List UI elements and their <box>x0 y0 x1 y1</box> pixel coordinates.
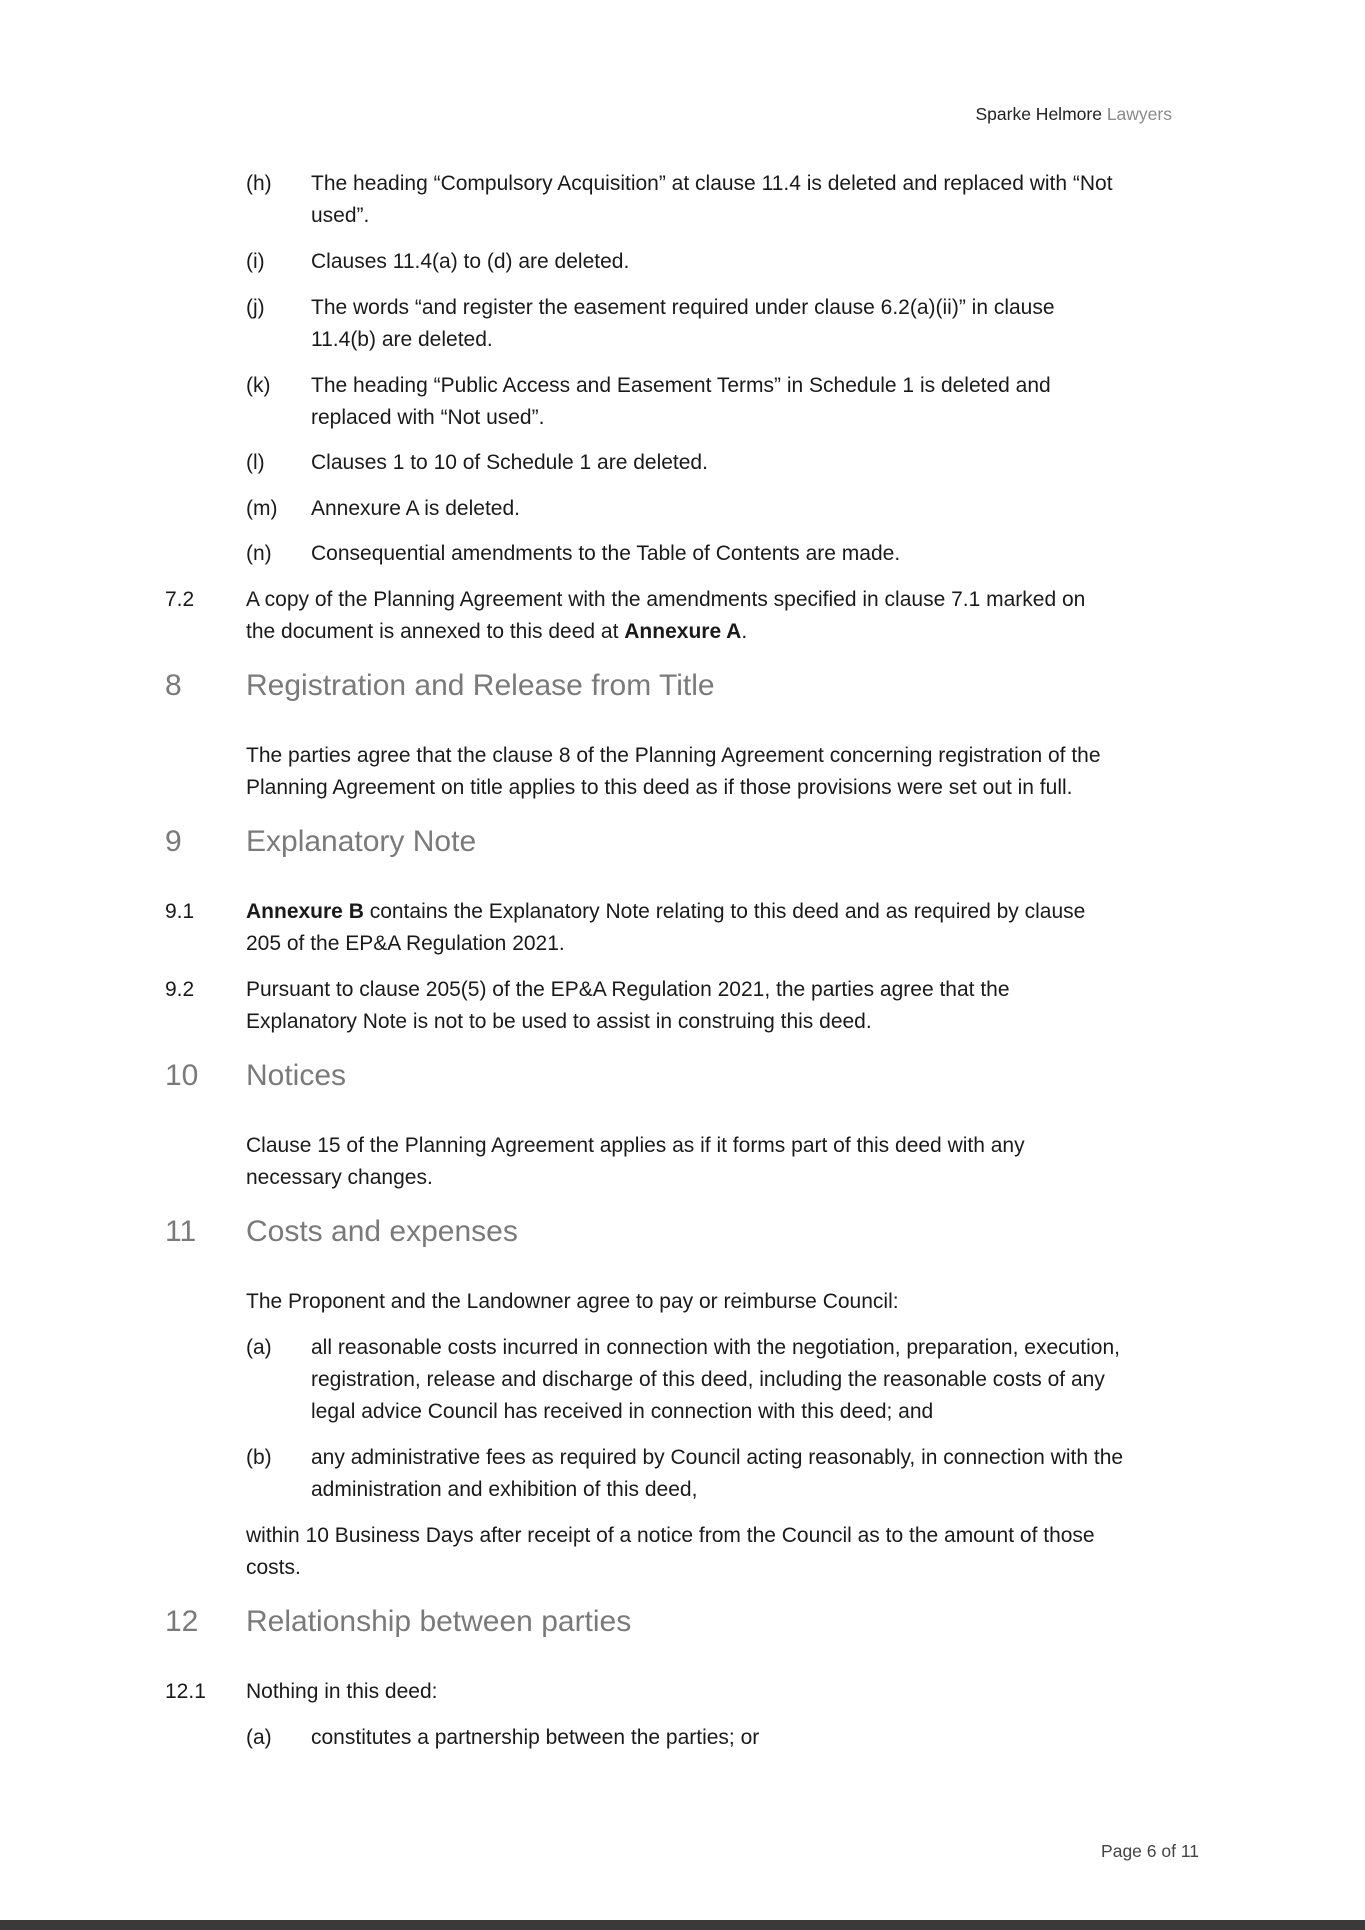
item-text <box>311 447 1191 479</box>
section-number: 10 <box>165 1059 199 1092</box>
item-text <box>311 538 1191 570</box>
paragraph-line: Planning Agreement on title applies to this deed as if those provisions were set out in full. <box>246 776 1073 799</box>
item-label: (a) <box>246 1336 272 1359</box>
item-line: Annexure A is deleted. <box>311 497 520 520</box>
item-label: (b) <box>246 1446 272 1469</box>
item-text <box>311 1442 1191 1506</box>
page-header <box>976 104 1173 125</box>
item-text <box>311 1332 1191 1428</box>
item-line: The heading “Public Access and Easement Terms” in Schedule 1 is deleted and <box>311 374 1051 397</box>
clause-number: 9.1 <box>165 900 195 923</box>
item-line: replaced with “Not used”. <box>311 406 545 429</box>
section-number: 9 <box>165 825 182 858</box>
clause-number: 9.2 <box>165 978 195 1001</box>
item-line: The heading “Compulsory Acquisition” at clause 11.4 is deleted and replaced with “Not <box>311 172 1113 195</box>
clause-line <box>246 616 1206 648</box>
page-bottom-divider <box>0 1920 1365 1930</box>
clause-line-text: contains the Explanatory Note relating to this deed and as required by clause <box>363 900 1086 923</box>
header-suffix: Lawyers <box>1106 104 1172 124</box>
header-firm: Sparke Helmore <box>975 104 1102 124</box>
item-line: all reasonable costs incurred in connection with the negotiation, preparation, execution, <box>311 1336 1121 1359</box>
item-label: (l) <box>246 451 265 474</box>
clause-line: Explanatory Note is not to be used to assist in construing this deed. <box>246 1010 872 1033</box>
clause-line: 205 of the EP&A Regulation 2021. <box>246 932 565 955</box>
item-label: (m) <box>246 497 278 520</box>
section-8-paragraph <box>246 740 1206 804</box>
item-line: 11.4(b) are deleted. <box>311 328 493 351</box>
item-text <box>311 292 1191 356</box>
item-text <box>311 370 1191 434</box>
item-label: (h) <box>246 172 272 195</box>
section-number: 8 <box>165 669 182 702</box>
item-label: (n) <box>246 542 272 565</box>
section-number: 11 <box>165 1215 197 1248</box>
item-label: (j) <box>246 296 265 319</box>
page-number: Page 6 of 11 <box>1101 1841 1199 1861</box>
clause-line <box>246 896 1206 928</box>
clause-number: 7.2 <box>165 588 195 611</box>
paragraph-line: costs. <box>246 1556 301 1579</box>
paragraph-line: within 10 Business Days after receipt of a notice from the Council as to the amount of those <box>246 1524 1095 1547</box>
item-label: (a) <box>246 1726 272 1749</box>
item-line: administration and exhibition of this deed, <box>311 1478 698 1501</box>
section-title: Registration and Release from Title <box>246 669 715 702</box>
paragraph-line: The Proponent and the Landowner agree to pay or reimburse Council: <box>246 1290 899 1313</box>
clause-line-text: the document is annexed to this deed at <box>246 620 625 643</box>
item-line: constitutes a partnership between the parties; or <box>311 1726 760 1749</box>
item-line: Clauses 11.4(a) to (d) are deleted. <box>311 250 630 273</box>
clause-line: A copy of the Planning Agreement with the amendments specified in clause 7.1 marked on <box>246 588 1086 611</box>
item-line: registration, release and discharge of this deed, including the reasonable costs of any <box>311 1368 1105 1391</box>
section-title: Notices <box>246 1059 347 1092</box>
clause-text <box>246 584 1206 648</box>
section-title: Explanatory Note <box>246 825 477 858</box>
item-line: Consequential amendments to the Table of Contents are made. <box>311 542 901 565</box>
section-number: 12 <box>165 1605 199 1638</box>
item-text <box>311 493 1191 525</box>
clause-text <box>246 974 1206 1038</box>
section-11-closing <box>246 1520 1206 1584</box>
section-title: Relationship between parties <box>246 1605 632 1638</box>
clause-text <box>246 1676 1206 1708</box>
item-line: legal advice Council has received in connection with this deed; and <box>311 1400 934 1423</box>
item-label: (k) <box>246 374 271 397</box>
annexure-a-reference: Annexure A <box>624 620 742 643</box>
clause-text <box>246 896 1206 960</box>
item-text <box>311 246 1191 278</box>
paragraph-line: The parties agree that the clause 8 of the Planning Agreement concerning registration of the <box>246 744 1101 767</box>
item-line: The words “and register the easement required under clause 6.2(a)(ii)” in clause <box>311 296 1055 319</box>
paragraph-line: Clause 15 of the Planning Agreement applies as if it forms part of this deed with any <box>246 1134 1025 1157</box>
section-title: Costs and expenses <box>246 1215 518 1248</box>
item-line: used”. <box>311 204 370 227</box>
item-line: any administrative fees as required by Council acting reasonably, in connection with the <box>311 1446 1124 1469</box>
paragraph-line: necessary changes. <box>246 1166 433 1189</box>
item-text <box>311 1722 1191 1754</box>
clause-line-punct: . <box>741 620 748 643</box>
clause-line: Pursuant to clause 205(5) of the EP&A Regulation 2021, the parties agree that the <box>246 978 1010 1001</box>
item-line: Clauses 1 to 10 of Schedule 1 are deleted. <box>311 451 708 474</box>
clause-line: Nothing in this deed: <box>246 1680 438 1703</box>
annexure-b-reference: Annexure B <box>246 900 364 923</box>
clause-number: 12.1 <box>165 1680 206 1703</box>
section-11-intro <box>246 1286 1206 1318</box>
section-10-paragraph <box>246 1130 1206 1194</box>
item-label: (i) <box>246 250 265 273</box>
item-text <box>311 168 1191 232</box>
